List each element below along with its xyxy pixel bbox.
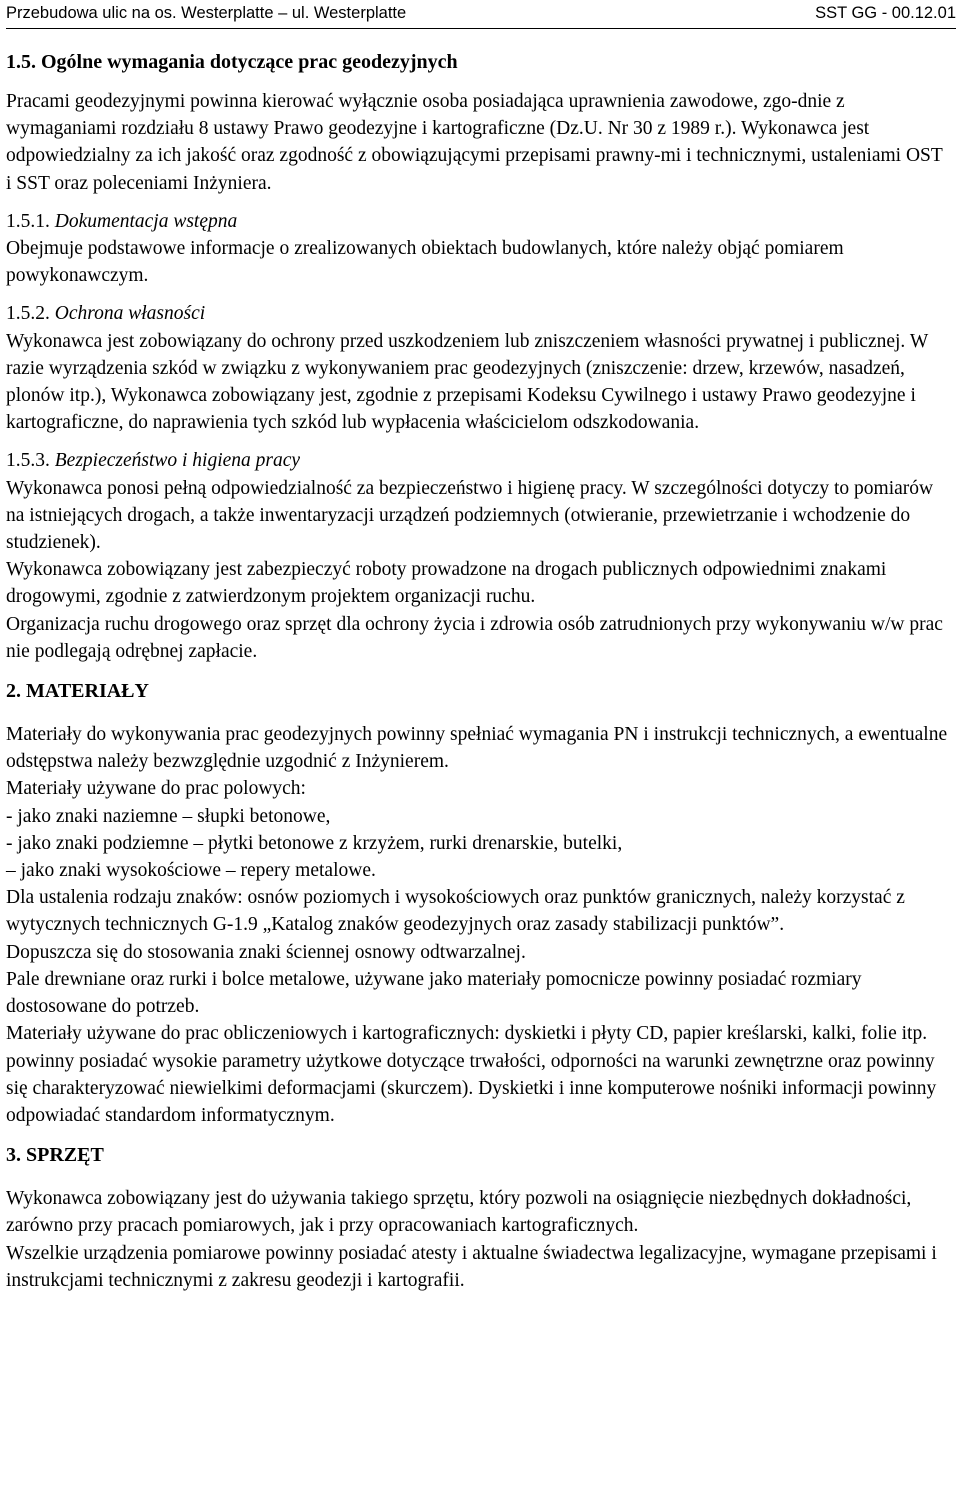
section-number: 1.5.1.	[6, 210, 50, 232]
section-2-text-6: Materiały używane do prac obliczeniowych i kartograficznych: dyskietki i płyty CD, papier kreślarski, kalki, folie itp. powinny posiadać wysokie parametry użytkowe dotyczące trwałości, odporności na warunki zewnętrzne oraz powinny się charakteryzować niewielkimi deformacjami (skurczem). Dyskietki i inne komputerowe nośniki informacji powinny odpowiadać standardom informatycznym.	[6, 1023, 937, 1126]
list-item: – jako znaki wysokościowe – repery metalowe.	[6, 860, 376, 882]
section-2-heading: 2. MATERIAŁY	[6, 680, 149, 703]
section-number: 1.5.2.	[6, 303, 50, 325]
section-1-5-2-text: Wykonawca jest zobowiązany do ochrony przed uszkodzeniem lub zniszczeniem własności prywatnej i publicznej. W razie wyrządzenia szkód w związku z wykonywaniem prac geodezyjnych (zniszczenie: drzew, krzewów, nasadzeń, plonów itp.), Wykonawca zobowiązany jest, zgodnie z przepisami Kodeksu Cywilnego i ustawy Prawo geodezyjne i kartograficzne, do naprawienia tych szkód lub wypłacenia właścicielom odszkodowania.	[6, 330, 928, 434]
section-3-text-2: Wszelkie urządzenia pomiarowe powinny posiadać atesty i aktualne świadectwa legalizacyjne, wymagane przepisami i instrukcjami technicznymi z zakresu geodezji i kartografii.	[6, 1242, 937, 1291]
section-1-5-1-heading	[6, 208, 952, 235]
header-title: Przebudowa ulic na os. Westerplatte – ul. Westerplatte	[6, 4, 407, 22]
section-1-5-1-text: Obejmuje podstawowe informacje o zrealizowanych obiektach budowlanych, które należy objąć pomiarem powykonawczym.	[6, 238, 844, 287]
section-title: Bezpieczeństwo i higiena pracy	[54, 450, 301, 472]
section-1-5-3-text-1: Wykonawca ponosi pełną odpowiedzialność za bezpieczeństwo i higienę pracy. W szczególności dotyczy to pomiarów na istniejących drogach, a także inwentaryzacji urządzeń podziemnych (otwieranie, przewietrzanie i wchodzenie do studzienek).	[6, 477, 934, 554]
section-1-5-text: Pracami geodezyjnymi powinna kierować wyłącznie osoba posiadająca uprawnienia zawodowe, zgo-dnie z wymaganiami rozdziału 8 ustawy Prawo geodezyjne i kartograficzne (Dz.U. Nr 30 z 1989 r.). Wykonawca jest odpowiedzialny za ich jakość oraz zgodność z obowiązującymi przepisami prawny-mi i technicznymi, ustaleniami OST i SST oraz poleceniami Inżyniera.	[6, 91, 943, 194]
section-1-5-3-text-3: Organizacja ruchu drogowego oraz sprzęt dla ochrony życia i zdrowia osób zatrudnionych przy wykonywaniu w/w prac nie podlegają odrębnej zapłacie.	[6, 613, 943, 662]
section-1-5-heading: 1.5. Ogólne wymagania dotyczące prac geodezyjnych	[6, 51, 458, 73]
list-item: - jako znaki naziemne – słupki betonowe,	[6, 805, 331, 827]
section-2-text-3: Dla ustalenia rodzaju znaków: osnów poziomych i wysokościowych oraz punktów granicznych, należy korzystać z wytycznych technicznych G-1.9 „Katalog znaków geodezyjnych oraz zasady stabilizacji punktów”.	[6, 887, 905, 936]
document-body	[6, 48, 952, 1294]
header-doc-code: SST GG - 00.12.01	[815, 4, 956, 22]
section-number: 1.5.3.	[6, 450, 50, 472]
section-title: Dokumentacja wstępna	[54, 210, 238, 232]
page-header	[6, 2, 956, 29]
section-2-text-2: Materiały używane do prac polowych:	[6, 778, 306, 800]
section-1-5-3-text-2: Wykonawca zobowiązany jest zabezpieczyć roboty prowadzone na drogach publicznych odpowiednimi znakami drogowymi, zgodnie z zatwierdzonym projektem organizacji ruchu.	[6, 559, 887, 608]
section-2-text-1: Materiały do wykonywania prac geodezyjnych powinny spełniać wymagania PN i instrukcji technicznych, a ewentualne odstępstwa należy bezwzględnie uzgodnić z Inżynierem.	[6, 724, 948, 773]
section-2-text-5: Pale drewniane oraz rurki i bolce metalowe, używane jako materiały pomocnicze powinny posiadać rozmiary dostosowane do potrzeb.	[6, 968, 862, 1018]
list-item: - jako znaki podziemne – płytki betonowe z krzyżem, rurki drenarskie, butelki,	[6, 832, 623, 854]
section-1-5-2-heading	[6, 300, 952, 327]
section-2-text-4: Dopuszcza się do stosowania znaki ściennej osnowy odtwarzalnej.	[6, 941, 526, 963]
section-title: Ochrona własności	[54, 303, 206, 325]
section-1-5-3-heading	[6, 447, 952, 474]
section-3-text-1: Wykonawca zobowiązany jest do używania takiego sprzętu, który pozwoli na osiągnięcie niezbędnych dokładności, zarówno przy pracach pomiarowych, jak i przy opracowaniach kartograficznych.	[6, 1188, 912, 1237]
section-3-heading: 3. SPRZĘT	[6, 1144, 104, 1167]
